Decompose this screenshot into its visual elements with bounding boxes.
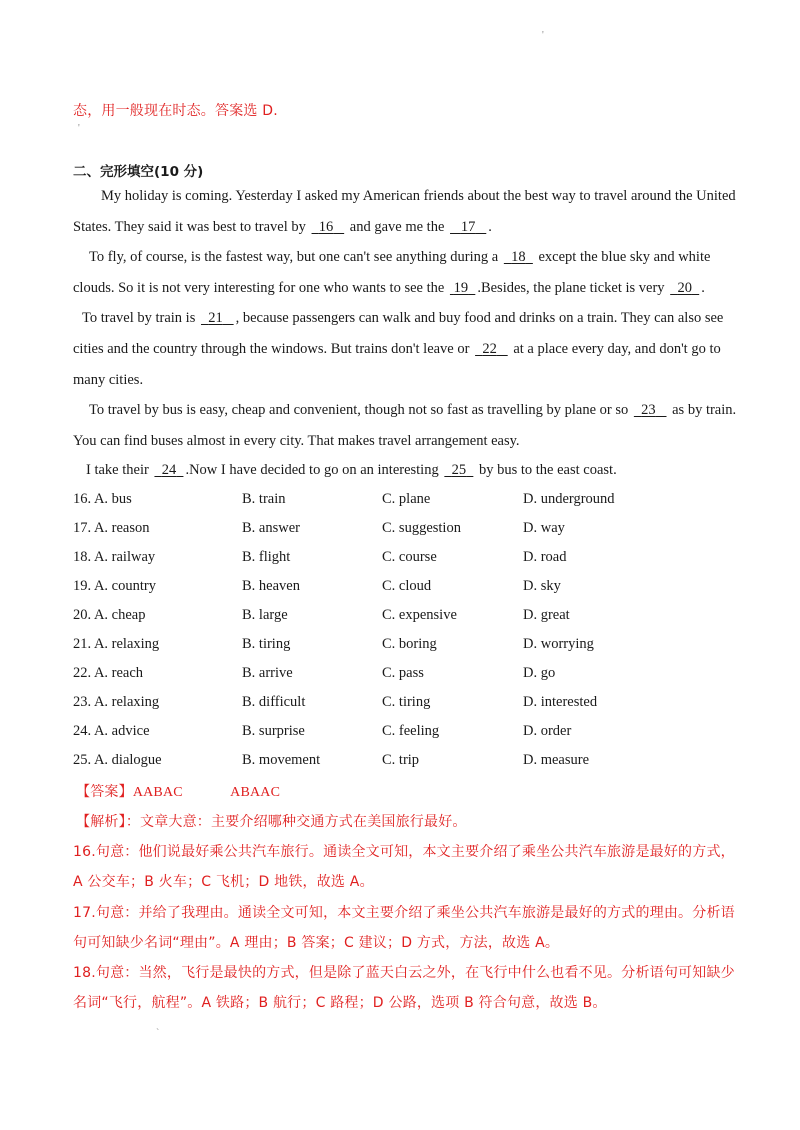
option-b: B. movement [242, 752, 321, 768]
option-c: C. feeling [382, 723, 440, 739]
passage-line: To travel by train is 21 , because passengers can walk and buy food and drinks on a train. They can also see [82, 310, 724, 326]
blank-25: 25 [451, 462, 467, 478]
option-a: 16. A. bus [73, 491, 132, 507]
passage-line: To travel by bus is easy, cheap and convenient, though not so fast as travelling by plane or so 23 as by train. [89, 402, 737, 418]
option-b: B. flight [242, 549, 291, 565]
option-a: 21. A. relaxing [73, 636, 160, 652]
previous-answer-tail: 态，用一般现在时态。答案选 D. [73, 103, 278, 119]
option-a: 24. A. advice [73, 723, 150, 739]
passage-line: States. They said it was best to travel by 16 and gave me the 17 . [73, 219, 492, 235]
option-b: B. train [242, 491, 286, 507]
option-a: 17. A. reason [73, 520, 150, 536]
option-b: B. large [242, 607, 288, 623]
option-d: D. road [523, 549, 567, 565]
option-a: 25. A. dialogue [73, 752, 162, 768]
option-a: 20. A. cheap [73, 607, 146, 623]
option-row-19 [73, 578, 733, 598]
option-row-24 [73, 723, 733, 743]
option-d: D. measure [523, 752, 590, 768]
option-row-18 [73, 549, 733, 569]
blank-18: 18 [511, 249, 526, 265]
option-c: C. trip [382, 752, 420, 768]
analysis-q18: 18.句意：当然，飞行是最快的方式，但是除了蓝天白云之外，在飞行中什么也看不见。分析语句可知缺少 [73, 965, 735, 981]
option-b: B. answer [242, 520, 300, 536]
option-row-25 [73, 752, 733, 772]
blank-22: 22 [482, 341, 497, 357]
blank-24: 24 [161, 462, 177, 478]
option-row-22 [73, 665, 733, 685]
option-b: B. surprise [242, 723, 305, 739]
option-b: B. heaven [242, 578, 300, 594]
passage-line: I take their 24 .Now I have decided to go on an interesting 25 by bus to the east coast. [86, 462, 617, 478]
option-c: C. cloud [382, 578, 432, 594]
option-d: D. great [523, 607, 570, 623]
blank-17: 17 [460, 219, 476, 235]
blank-23: 23 [641, 402, 656, 418]
section-heading: 二、完形填空(10 分) [73, 164, 204, 180]
analysis-q16: 16.句意：他们说最好乘公共汽车旅行。通读全文可知，本文主要介绍了乘坐公共汽车旅游是最好的方式， [73, 844, 735, 860]
option-d: D. interested [523, 694, 598, 710]
analysis-q17: 句可知缺少名词“理由”。A 理由；B 答案；C 建议；D 方式，方法，故选 A。 [73, 935, 560, 951]
answer-label: 【答案】 [76, 784, 133, 800]
option-c: C. course [382, 549, 437, 565]
blank-21: 21 [208, 310, 223, 326]
passage-line: My holiday is coming. Yesterday I asked my American friends about the best way to travel around the United [101, 188, 736, 204]
option-row-20 [73, 607, 733, 627]
option-c: C. expensive [382, 607, 457, 623]
option-d: D. way [523, 520, 565, 536]
scan-mark: ' [78, 123, 80, 134]
analysis-summary: 【解析】：文章大意：主要介绍哪种交通方式在美国旅行最好。 [76, 814, 467, 830]
passage-line: many cities. [73, 372, 144, 388]
analysis-q18: 名词“飞行，航程”。A 铁路；B 航行；C 路程；D 公路，选项 B 符合句意，故选 B。 [73, 995, 607, 1011]
passage-line: To fly, of course, is the fastest way, but one can't see anything during a 18 except the blue sky and white [89, 249, 711, 265]
blank-20: 20 [677, 280, 692, 296]
blank-19: 19 [453, 280, 469, 296]
analysis-label: 【解析】 [76, 814, 126, 830]
option-a: 18. A. railway [73, 549, 156, 565]
passage-line: You can find buses almost in every city. That makes travel arrangement easy. [73, 433, 520, 449]
option-d: D. worrying [523, 636, 594, 652]
option-d: D. go [523, 665, 556, 681]
option-a: 19. A. country [73, 578, 156, 594]
passage-line: cities and the country through the windows. But trains don't leave or 22 at a place every day, and don't go to [73, 341, 721, 357]
option-row-23 [73, 694, 733, 714]
option-c: C. boring [382, 636, 437, 652]
option-d: D. underground [523, 491, 615, 507]
scan-mark: ' [542, 30, 544, 41]
option-row-16 [73, 491, 733, 511]
analysis-q17: 17.句意：并给了我理由。通读全文可知，本文主要介绍了乘坐公共汽车旅游是最好的方式的理由。分析语 [73, 905, 735, 921]
option-d: D. order [523, 723, 572, 739]
option-c: C. pass [382, 665, 424, 681]
option-b: B. tiring [242, 636, 291, 652]
scan-mark: ` [156, 1028, 160, 1039]
option-c: C. plane [382, 491, 431, 507]
option-a: 23. A. relaxing [73, 694, 160, 710]
option-d: D. sky [523, 578, 561, 594]
option-c: C. suggestion [382, 520, 461, 536]
option-c: C. tiring [382, 694, 431, 710]
passage-line: clouds. So it is not very interesting for one who wants to see the 19 .Besides, the plane ticket is very 20 . [73, 280, 705, 296]
option-a: 22. A. reach [73, 665, 144, 681]
analysis-q16: A 公交车；B 火车；C 飞机；D 地铁，故选 A。 [73, 874, 374, 890]
option-b: B. arrive [242, 665, 293, 681]
option-row-21 [73, 636, 733, 656]
blank-16: 16 [318, 219, 334, 235]
option-b: B. difficult [242, 694, 306, 710]
answer-key: 【答案】AABAC ABAAC [76, 784, 281, 800]
option-row-17 [73, 520, 733, 540]
